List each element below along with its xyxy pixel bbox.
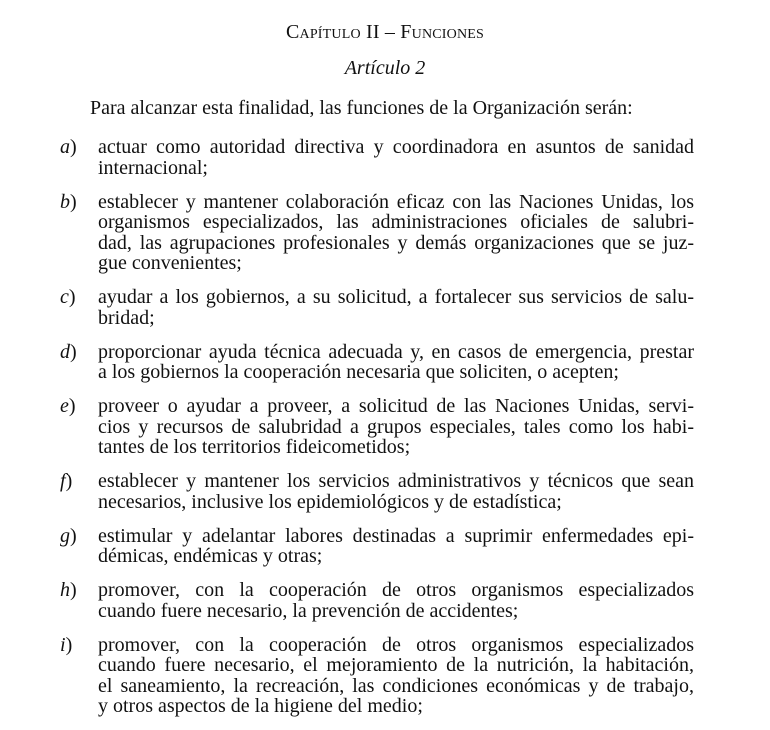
item-line: dad, las agrupaciones profesionales y demás organizaciones que se juz- xyxy=(98,231,694,254)
item-line: y otros aspectos de la higiene del medio; xyxy=(98,695,423,717)
list-item-e xyxy=(60,396,694,458)
item-label: g) xyxy=(60,524,77,547)
item-label: d) xyxy=(60,340,77,363)
item-line: actuar como autoridad directiva y coordinadora en asuntos de sanidad xyxy=(98,136,694,158)
item-line: el saneamiento, la recreación, las condiciones económicas y de trabajo, xyxy=(98,674,694,697)
item-label: i) xyxy=(60,633,73,656)
item-line: a los gobiernos la cooperación necesaria que soliciten, o acepten; xyxy=(98,361,619,383)
item-line: cuando fuere necesario, la prevención de accidentes; xyxy=(98,599,519,622)
list-item-i xyxy=(60,635,694,717)
list-item-a xyxy=(60,137,694,178)
item-line: tantes de los territorios fideicometidos; xyxy=(98,436,411,458)
item-line: démicas, endémicas y otras; xyxy=(98,545,323,567)
list-item-f xyxy=(60,471,694,512)
item-line: gue convenientes; xyxy=(98,252,242,274)
item-line: proveer o ayudar a proveer, a solicitud de las Naciones Unidas, servi- xyxy=(98,395,694,417)
item-label: b) xyxy=(60,190,77,213)
item-line: cuando fuere necesario, el mejoramiento de la nutrición, la habitación, xyxy=(98,654,694,676)
item-line: cios y recursos de salubridad a grupos especiales, tales como los habi- xyxy=(98,415,694,438)
item-line: internacional; xyxy=(98,156,208,179)
article-title: Artículo 2 xyxy=(344,57,426,79)
chapter-title: Capítulo II – Funciones xyxy=(285,21,485,43)
item-line: establecer y mantener los servicios administrativos y técnicos que sean xyxy=(98,470,694,492)
list-item-c xyxy=(60,287,694,328)
item-label: h) xyxy=(60,579,77,601)
item-line: establecer y mantener colaboración eficaz con las Naciones Unidas, los xyxy=(98,190,694,213)
item-line: estimular y adelantar labores destinadas a suprimir enfermedades epi- xyxy=(98,524,694,547)
list-item-h xyxy=(60,580,694,621)
list-item-d xyxy=(60,342,694,383)
item-label: c) xyxy=(60,286,76,308)
item-line: organismos especializados, las administraciones oficiales de salubri- xyxy=(98,211,694,233)
item-line: ayudar a los gobiernos, a su solicitud, a fortalecer sus servicios de salu- xyxy=(98,286,694,308)
item-line: promover, con la cooperación de otros organismos especializados xyxy=(98,633,694,656)
item-line: necesarios, inclusive los epidemiológicos y de estadística; xyxy=(98,490,562,513)
item-label: f) xyxy=(60,470,73,492)
list-item-g xyxy=(60,526,694,567)
item-line: promover, con la cooperación de otros organismos especializados xyxy=(98,579,694,601)
list-item-b xyxy=(60,192,694,274)
item-label: a) xyxy=(60,136,77,158)
intro-paragraph: Para alcanzar esta finalidad, las funciones de la Organización serán: xyxy=(90,97,633,119)
item-line: proporcionar ayuda técnica adecuada y, en casos de emergencia, prestar xyxy=(98,340,694,363)
functions-list xyxy=(60,137,694,730)
item-line: bridad; xyxy=(98,306,155,329)
item-label: e) xyxy=(60,395,76,417)
